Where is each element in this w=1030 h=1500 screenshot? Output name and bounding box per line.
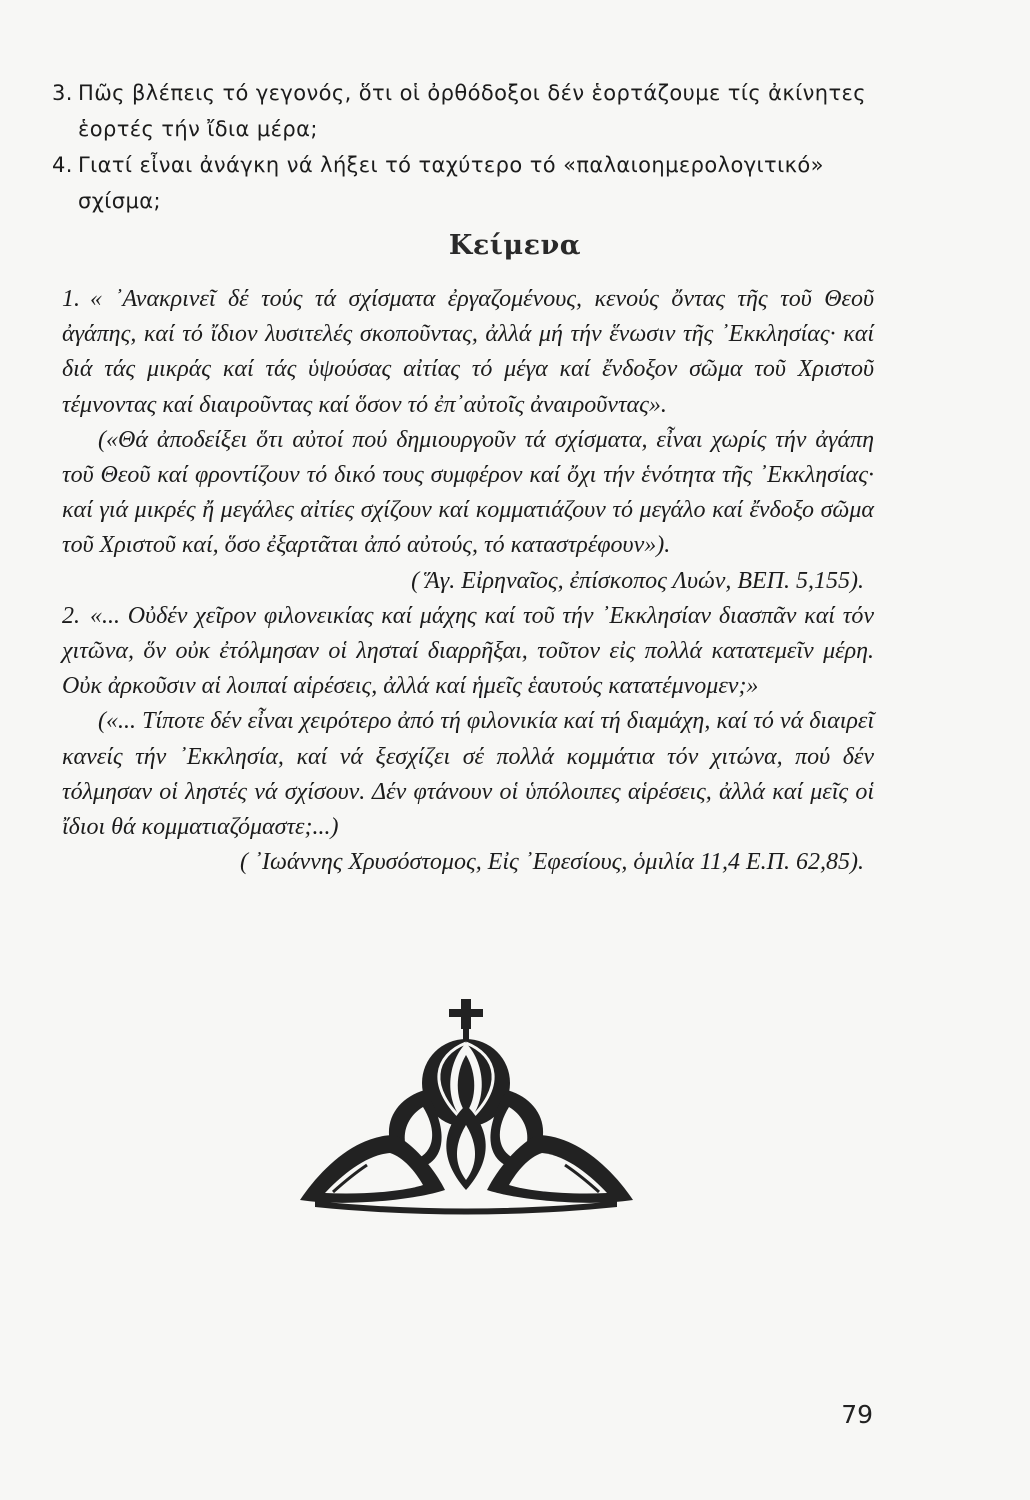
- question-3: [52, 75, 882, 147]
- text-1-quote: [62, 282, 874, 423]
- question-number: 3.: [52, 81, 73, 105]
- text-1-translation: («Θά ἀποδείξει ὅτι αὐτοί πού δημιουργοῦν τά σχίσματα, εἶναι χωρίς τήν ἀγάπη τοῦ Θεοῦ καί φροντίζουν τό δικό τους συμφέρον καί ὄχι τήν ἑνότητα τῆς ᾿Εκκλησίας· καί γιά μικρές ἤ μεγάλες αἰτίες σχίζουν καί κομματιάζουν τό μεγάλο καί ἔνδοξο σῶμα τοῦ Χριστοῦ καί, ὅσο ἐξαρτᾶται ἀπό αὐτούς, τό καταστρέφουν»).: [62, 426, 874, 559]
- cross-icon: [449, 999, 483, 1041]
- text-2-quote: [62, 599, 874, 705]
- section-heading: Κείμενα: [448, 230, 582, 261]
- cross-orb-ornament: [295, 995, 735, 1220]
- question-4: [52, 147, 882, 219]
- quote-text: « ᾿Ανακρινεῖ δέ τούς τά σχίσματα ἐργαζομένους, κενούς ὄντας τῆς τοῦ Θεοῦ ἀγάπης, καί τό ἴδιον λυσιτελές σκοποῦντας, ἀλλά μή τήν ἕνωσιν τῆς ᾿Εκκλησίας· καί διά τάς μικράς καί τάς ὑψούσας αἰτίας τό μέγα καί ἔνδοξον σῶμα τοῦ Χριστοῦ τέμνοντας καί διαιροῦντας καί ὅσον τό ἐπ᾿αὐτοῖς ἀναιροῦντας».: [62, 286, 874, 418]
- question-text-line: σχίσμα;: [78, 189, 161, 213]
- question-number: 4.: [52, 153, 73, 177]
- question-text-line: Πῶς βλέπεις τό γεγονός, ὅτι οἱ ὀρθόδοξοι δέν ἑορτάζουμε τίς ἀκίνητες: [78, 81, 867, 105]
- text-number: 2.: [62, 602, 80, 629]
- question-text-line: Γιατί εἶναι ἀνάγκη νά λήξει τό ταχύτερο τό «παλαιοημερολογιτικό»: [78, 153, 824, 177]
- text-2-source: ( ᾿Ιωάννης Χρυσόστομος, Εἰς ᾿Εφεσίους, ὁμιλία 11,4 Ε.Π. 62,85).: [240, 849, 864, 876]
- page-number: 79: [841, 1400, 873, 1429]
- quote-text: «... Οὐδέν χεῖρον φιλονεικίας καί μάχης καί τοῦ τήν ᾿Εκκλησίαν διασπᾶν καί τόν χιτῶνα, ὅν οὐκ ἐτόλμησαν οἱ λησταί διαρρῆξαι, τοῦτον εἰς πολλά κατατεμεῖν μέρη. Οὐκ ἀρκοῦσιν αἱ λοιπαί αἱρέσεις, ἀλλά καί ἡμεῖς ἑαυτούς κατατέμνομεν;»: [62, 602, 874, 700]
- text-number: 1.: [62, 286, 80, 312]
- question-text-line: ἑορτές τήν ἴδια μέρα;: [78, 117, 318, 141]
- texts-section: [62, 282, 874, 880]
- text-2-translation: («... Τίποτε δέν εἶναι χειρότερο ἀπό τή φιλονικία καί τή διαμάχη, καί τό νά διαιρεῖ κανείς τήν ᾿Εκκλησία, καί νά ξεσχίζει σέ πολλά κομμάτια τόν χιτώνα, πού δέν τόλμησαν οἱ ληστές νά σχίσουν. Δέν φτάνουν οἱ ὑπόλοιπες αἱρέσεις, ἀλλά καί μεῖς οἱ ἴδιοι θά κομματιαζόμαστε;...): [62, 708, 874, 841]
- leaf-ornament-icon: [300, 1090, 633, 1215]
- text-1-source: ( Ἅγ. Εἰρηναῖος, ἐπίσκοπος Λυών, ΒΕΠ. 5,155).: [411, 567, 864, 594]
